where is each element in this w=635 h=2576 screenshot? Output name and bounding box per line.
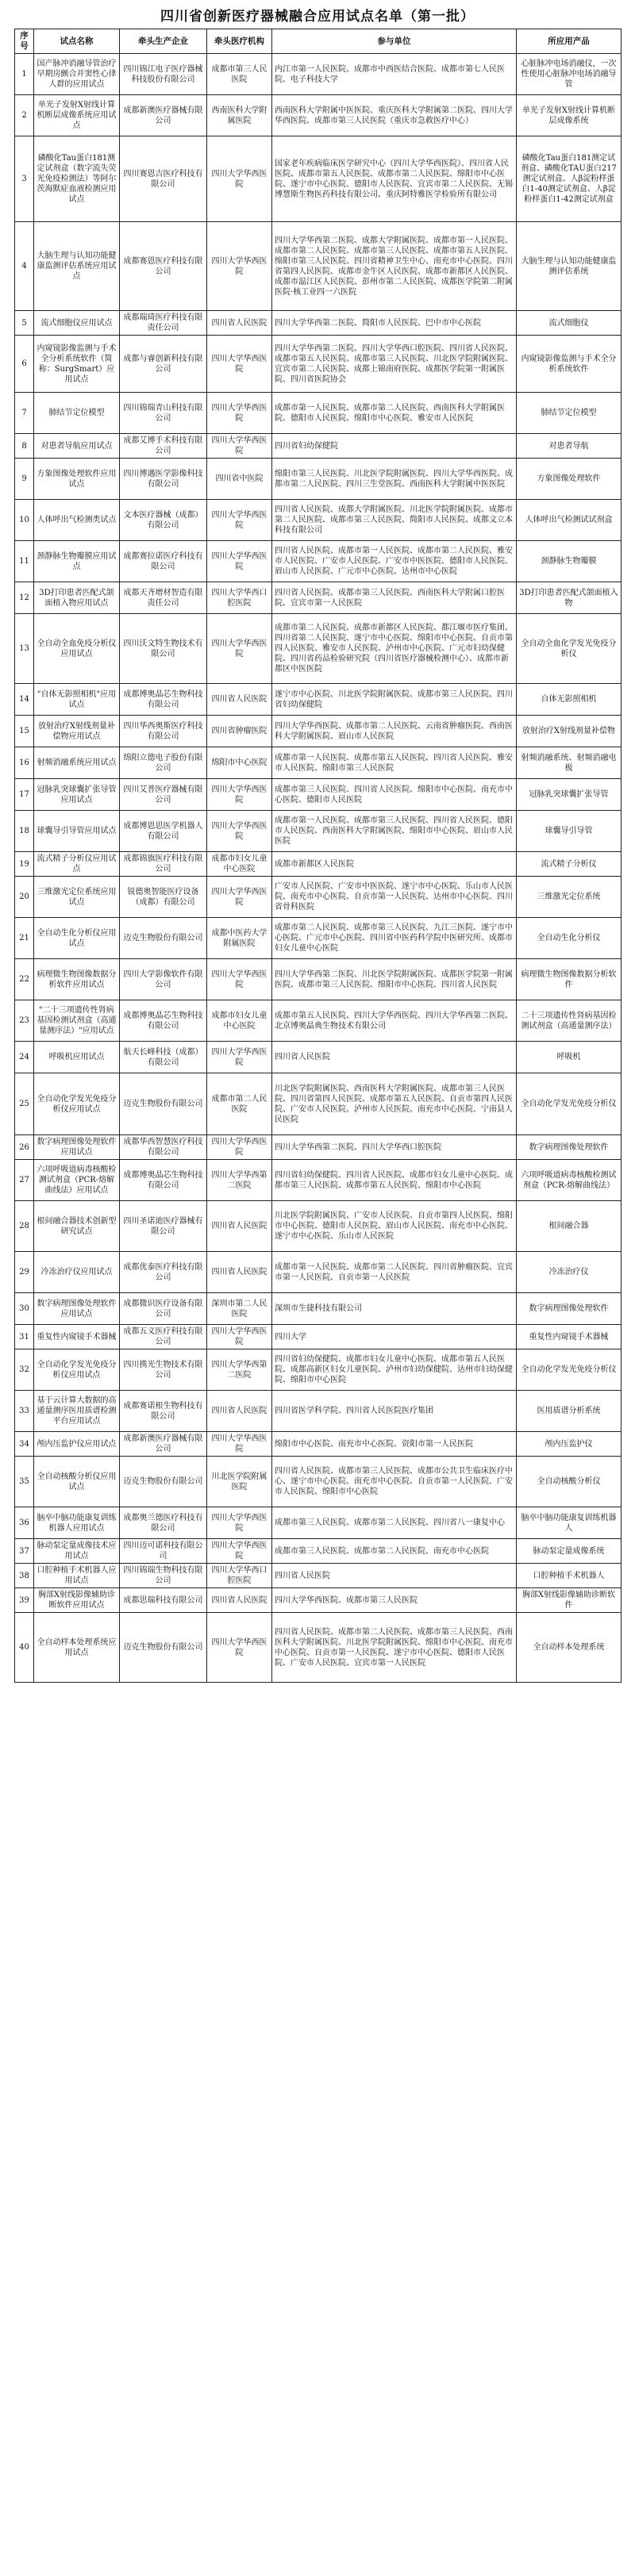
cell-lead-hospital: 四川省肿瘤医院: [207, 716, 272, 747]
cell-product: 大脑生理与认知功能健康监测评估系统: [517, 222, 622, 311]
cell-lead-company: 迈克生物股份有限公司: [120, 1613, 207, 1683]
cell-lead-hospital: 四川大学华西医院: [207, 393, 272, 434]
cell-no: 20: [15, 877, 34, 918]
table-row: [15, 1432, 622, 1457]
cell-no: 39: [15, 1588, 34, 1613]
cell-lead-hospital: 四川省中医院: [207, 459, 272, 500]
cell-lead-company: 四川圣诺迪医疗器械有限公司: [120, 1201, 207, 1252]
cell-lead-company: 成都赛恩医疗科技有限公司: [120, 222, 207, 311]
table-row: [15, 434, 622, 459]
cell-lead-company: 成都思瑞科技有限公司: [120, 1588, 207, 1613]
cell-product: 数字病理图像处理软件: [517, 1293, 622, 1325]
table-row: [15, 1201, 622, 1252]
cell-product: 流式精子分析仪: [517, 852, 622, 877]
cell-partners: 四川省人民医院: [272, 1564, 517, 1588]
cell-product: 全自动生化分析仪: [517, 918, 622, 959]
cell-no: 6: [15, 336, 34, 393]
table-row: [15, 614, 622, 684]
cell-product: 口腔种植手术机器人: [517, 1564, 622, 1588]
cell-no: 37: [15, 1539, 34, 1564]
cell-product: 医用质谱分析系统: [517, 1391, 622, 1432]
table-row: [15, 1042, 622, 1073]
cell-lead-hospital: 四川省人民医院: [207, 1201, 272, 1252]
table-row: [15, 779, 622, 811]
cell-no: 22: [15, 959, 34, 1000]
table-row: [15, 1325, 622, 1349]
cell-no: 3: [15, 136, 34, 222]
cell-lead-company: 成都博奥晶芯生物科技有限公司: [120, 1160, 207, 1201]
cell-lead-company: 成都微识医疗设备有限公司: [120, 1293, 207, 1325]
cell-pilot-name: 口腔种植手术机器人应用试点: [34, 1564, 120, 1588]
cell-no: 30: [15, 1293, 34, 1325]
cell-partners: 四川省人民医院、成都大学附属医院、川北医学院附属医院、成都市第二人民医院、成都市第三人民医院、简阳市人民医院、成都文立本科技有限公司: [272, 500, 517, 541]
cell-lead-hospital: 四川大学华西医院: [207, 959, 272, 1000]
cell-product: 全自动化学发光免疫分析仪: [517, 1349, 622, 1391]
cell-pilot-name: 颈静脉生物瓣膜应用试点: [34, 541, 120, 582]
cell-no: 13: [15, 614, 34, 684]
cell-lead-hospital: 四川大学华西医院: [207, 1432, 272, 1457]
cell-product: 脉动泵定量成像系统: [517, 1539, 622, 1564]
cell-partners: 成都市第三人民医院、四川省人民医院、绵阳市中心医院、南充市中心医院、德阳市人民医院: [272, 779, 517, 811]
cell-lead-company: 成都瑞琦医疗科技有限责任公司: [120, 311, 207, 336]
table-row: [15, 311, 622, 336]
cell-no: 15: [15, 716, 34, 747]
cell-no: 19: [15, 852, 34, 877]
cell-lead-hospital: 四川大学华西医院: [207, 136, 272, 222]
cell-no: 24: [15, 1042, 34, 1073]
cell-pilot-name: 内窥镜影像监测与手术全分析系统软件（简称：SurgSmart）应用试点: [34, 336, 120, 393]
cell-pilot-name: 基于云计算大数据的高通量测序医用质谱检测平台应用试点: [34, 1391, 120, 1432]
cell-partners: 四川省人民医院、成都市第二人民医院、成都市第三人民医院、西南医科大学附属医院、川北医学院附属医院、绵阳市中心医院、南充市中心医院、自贡市第一人民医院、遂宁市中心医院、德阳市人民医院、广安市人民医院、宜宾市第一人民医院: [272, 1613, 517, 1683]
cell-lead-company: 成都新澳医疗器械有限公司: [120, 95, 207, 136]
cell-pilot-name: 全自动生化分析仪应用试点: [34, 918, 120, 959]
cell-partners: 绵阳市中心医院、南充市中心医院、资阳市第一人民医院: [272, 1432, 517, 1457]
cell-lead-company: 成都博奥晶芯生物科技有限公司: [120, 684, 207, 716]
cell-product: 流式细胞仪: [517, 311, 622, 336]
cell-no: 12: [15, 582, 34, 614]
cell-pilot-name: 流式细胞仪应用试点: [34, 311, 120, 336]
cell-no: 9: [15, 459, 34, 500]
table-row: [15, 1588, 622, 1613]
table-row: [15, 136, 622, 222]
cell-no: 7: [15, 393, 34, 434]
cell-partners: 川北医学院附属医院、西南医科大学附属医院、成都市第三人民医院、四川省第四人民医院、成都市第五人民医院、自贡市第四人民医院、广安市人民医院、泸州市人民医院、南充市中心医院、宁南县人民医院: [272, 1073, 517, 1135]
table-row: [15, 1293, 622, 1325]
cell-no: 32: [15, 1349, 34, 1391]
cell-product: 呼吸机: [517, 1042, 622, 1073]
cell-partners: 四川大学华西第二医院、川北医学院附属医院、成都医学院第一附属医院、成都市第三人民医院、绵阳市中心医院、四川省人民医院: [272, 959, 517, 1000]
cell-pilot-name: 颅内压监护仪应用试点: [34, 1432, 120, 1457]
cell-product: 单光子发射X射线计算机断层成像系统: [517, 95, 622, 136]
cell-lead-company: 锐德奥智能医疗设备（成都）有限公司: [120, 877, 207, 918]
cell-no: 14: [15, 684, 34, 716]
cell-lead-hospital: 四川大学华西医院: [207, 222, 272, 311]
table-row: [15, 747, 622, 779]
cell-lead-hospital: 四川大学华西医院: [207, 434, 272, 459]
table-row: [15, 1507, 622, 1539]
cell-lead-company: 四川华西奥斯医疗科技有限公司: [120, 716, 207, 747]
header-no: 序号: [15, 29, 34, 54]
header-product: 所应用产品: [517, 29, 622, 54]
cell-product: 磷酸化Tau蛋白181测定试剂盒、磷酸化TAU蛋白217测定试剂盒、人β淀粉样蛋白1-40测定试剂盒、人β淀粉样蛋白1-42测定试剂盒: [517, 136, 622, 222]
table-row: [15, 811, 622, 852]
cell-pilot-name: 全自动化学发光免疫分析仪应用试点: [34, 1073, 120, 1135]
cell-lead-company: 迈克生物股份有限公司: [120, 918, 207, 959]
cell-lead-hospital: 成都市妇女儿童中心医院: [207, 852, 272, 877]
cell-partners: 遂宁市中心医院、川北医学院附属医院、成都市第三人民医院、四川省妇幼保健院: [272, 684, 517, 716]
cell-product: 全自动核酸分析仪: [517, 1457, 622, 1507]
cell-lead-company: 四川迈可诺科技有限公司: [120, 1539, 207, 1564]
table-row: [15, 852, 622, 877]
cell-partners: 四川大学华西医院、成都市第三人民医院: [272, 1588, 517, 1613]
table-row: [15, 1073, 622, 1135]
cell-no: 29: [15, 1252, 34, 1293]
cell-no: 35: [15, 1457, 34, 1507]
cell-lead-hospital: 成都市妇女儿童中心医院: [207, 1000, 272, 1042]
header-company: 牵头生产企业: [120, 29, 207, 54]
cell-partners: 四川大学华西第二医院、成都大学附属医院、成都市第一人民医院、成都市第二人民医院、成都市第三人民医院、成都市第五人民医院、绵阳市第三人民医院、四川省精神卫生中心、南充市中心医院、四川省第四人民医院、成都市金牛区人民医院、成都市新都区人民医院、成都市温江区人民医院、彭州市第二人民医院、成都医学院第二附属医院·核工业四一六医院: [272, 222, 517, 311]
cell-lead-company: 成都赛拉诺医疗科技有限公司: [120, 541, 207, 582]
cell-pilot-name: 脉动泵定量成像技术应用试点: [34, 1539, 120, 1564]
cell-no: 27: [15, 1160, 34, 1201]
cell-no: 31: [15, 1325, 34, 1349]
cell-lead-hospital: 四川大学华西医院: [207, 1325, 272, 1349]
cell-lead-company: 成都与睿创新科技有限公司: [120, 336, 207, 393]
cell-lead-company: 迈克生物股份有限公司: [120, 1457, 207, 1507]
cell-lead-company: 航天长峰科技（成都）有限公司: [120, 1042, 207, 1073]
table-row: [15, 918, 622, 959]
cell-no: 8: [15, 434, 34, 459]
table-row: [15, 877, 622, 918]
cell-pilot-name: 病理微生物图像数据分析软件应用试点: [34, 959, 120, 1000]
cell-lead-hospital: 成都中医药大学附属医院: [207, 918, 272, 959]
cell-partners: 国家老年疾病临床医学研究中心（四川大学华西医院）、四川省人民医院、成都市第五人民医院、成都市第二人民医院、绵阳市中心医院、遂宁市中心医院、德阳市人民医院、宜宾市第二人民医院、无锡博慧斯生物医药科技有限公司、重庆阿特雅医学检验所有限公司: [272, 136, 517, 222]
table-header-row: [15, 29, 622, 54]
cell-pilot-name: 全自动化学发光免疫分析仪应用试点: [34, 1349, 120, 1391]
cell-product: 3D打印患者匹配式颌面植入物: [517, 582, 622, 614]
table-row: [15, 684, 622, 716]
cell-lead-company: 成都奥兰德医疗科技有限公司: [120, 1507, 207, 1539]
cell-no: 5: [15, 311, 34, 336]
cell-lead-company: 四川沃文特生物技术有限公司: [120, 614, 207, 684]
cell-pilot-name: 对患者导航应用试点: [34, 434, 120, 459]
cell-pilot-name: 根间融合器技术创新型研究试点: [34, 1201, 120, 1252]
cell-product: 全自动化学发光免疫分析仪: [517, 1073, 622, 1135]
cell-lead-company: 四川大学影像软件有限公司: [120, 959, 207, 1000]
cell-pilot-name: 三维激光定位系统应用试点: [34, 877, 120, 918]
cell-product: 对患者导航: [517, 434, 622, 459]
cell-lead-company: 四川赛恩吉医疗科技有限公司: [120, 136, 207, 222]
cell-pilot-name: 冷冻治疗仪应用试点: [34, 1252, 120, 1293]
cell-lead-hospital: 深圳市第二人民医院: [207, 1293, 272, 1325]
cell-product: 根间融合器: [517, 1201, 622, 1252]
cell-partners: 成都市第二人民医院、成都市新都区人民医院、都江堰市医疗集团、四川省第二人民医院、遂宁市中心医院、绵阳市中心医院、自贡市第四人民医院、雅安市人民医院、泸州市中心医院、广元市妇幼保健院、四川省药品检验研究院（四川省医疗器械检测中心）、成都市新都区中医医院: [272, 614, 517, 684]
table-row: [15, 1252, 622, 1293]
table-row: [15, 459, 622, 500]
cell-product: 病理微生物图像数据分析软件: [517, 959, 622, 1000]
cell-pilot-name: 呼吸机应用试点: [34, 1042, 120, 1073]
cell-product: 全自动全血化学发光免疫分析仪: [517, 614, 622, 684]
table-row: [15, 1000, 622, 1042]
cell-lead-hospital: 四川省人民医院: [207, 684, 272, 716]
cell-lead-hospital: 四川省人民医院: [207, 1391, 272, 1432]
cell-lead-hospital: 四川大学华西医院: [207, 811, 272, 852]
cell-product: 全自动样本处理系统: [517, 1613, 622, 1683]
cell-pilot-name: 重复性内窥镜手术器械: [34, 1325, 120, 1349]
cell-partners: 四川大学华西第二医院、四川大学华西口腔医院: [272, 1135, 517, 1160]
cell-lead-company: 成都五义医疗科技有限公司: [120, 1325, 207, 1349]
cell-lead-hospital: 四川大学华西医院: [207, 1042, 272, 1073]
cell-lead-company: 成都天齐增材智造有限责任公司: [120, 582, 207, 614]
cell-partners: 四川大学: [272, 1325, 517, 1349]
cell-pilot-name: 冠脉乳突球囊扩张导管应用试点: [34, 779, 120, 811]
cell-lead-company: 成都锦旗医疗科技有限公司: [120, 852, 207, 877]
cell-pilot-name: 方象图像处理软件应用试点: [34, 459, 120, 500]
cell-lead-hospital: 四川大学华西医院: [207, 500, 272, 541]
cell-pilot-name: "自体无影照相机"应用试点: [34, 684, 120, 716]
cell-lead-hospital: 四川大学华西医院: [207, 877, 272, 918]
cell-product: 放射治疗X射线剂量补偿物: [517, 716, 622, 747]
cell-pilot-name: 数字病理图像处理软件应用试点: [34, 1293, 120, 1325]
cell-lead-company: 四川锦瑞生物科技有限公司: [120, 1564, 207, 1588]
table-row: [15, 1349, 622, 1391]
cell-lead-hospital: 成都市第二人民医院: [207, 1073, 272, 1135]
cell-partners: 四川大学华西第二医院、简阳市人民医院、巴中市中心医院: [272, 311, 517, 336]
cell-pilot-name: 人体呼出气检测类试点: [34, 500, 120, 541]
cell-no: 10: [15, 500, 34, 541]
cell-partners: 成都市新都区人民医院: [272, 852, 517, 877]
cell-no: 4: [15, 222, 34, 311]
cell-lead-company: 成都新澳医疗器械有限公司: [120, 1432, 207, 1457]
cell-partners: 四川省妇幼保健院: [272, 434, 517, 459]
cell-lead-hospital: 西南医科大学附属医院: [207, 95, 272, 136]
cell-product: 内窥镜影像监测与手术全分析系统软件: [517, 336, 622, 393]
cell-pilot-name: 磷酸化Tau蛋白181测定试剂盒（数字流失荧光免疫检测法）等阿尔茨海默症血液检测应用试点: [34, 136, 120, 222]
cell-partners: 深圳市生捷科技有限公司: [272, 1293, 517, 1325]
cell-product: 六项呼吸道病毒核酸检测试剂盒（PCR-熔解曲线法）: [517, 1160, 622, 1201]
cell-no: 36: [15, 1507, 34, 1539]
header-name: 试点名称: [34, 29, 120, 54]
cell-no: 18: [15, 811, 34, 852]
cell-no: 26: [15, 1135, 34, 1160]
table-row: [15, 1160, 622, 1201]
table-row: [15, 1391, 622, 1432]
cell-partners: 四川省人民医院、成都市第三人民医院、西南医科大学附属口腔医院、宜宾市第一人民医院: [272, 582, 517, 614]
cell-pilot-name: 单光子发射X射线计算机断层成像系统应用试点: [34, 95, 120, 136]
cell-no: 16: [15, 747, 34, 779]
cell-product: 冠脉乳突球囊扩张导管: [517, 779, 622, 811]
cell-pilot-name: 流式精子分析仪应用试点: [34, 852, 120, 877]
cell-partners: 四川省医学科学院、四川省人民医院医疗集团: [272, 1391, 517, 1432]
cell-product: 数字病理图像处理软件: [517, 1135, 622, 1160]
table-row: [15, 1613, 622, 1683]
cell-partners: 四川省人民医院、成都市第一人民医院、成都市第二人民医院、雅安市人民医院、广安市人民医院、广安市中医医院、德阳市人民医院、眉山市人民医院、广元市中心医院、达州市中心医院: [272, 541, 517, 582]
cell-lead-company: 成都赛诺根生物科技有限公司: [120, 1391, 207, 1432]
cell-partners: 四川省妇幼保健院、四川省人民医院、成都市妇女儿童中心医院、成都市第三人民医院、成都市第五人民医院、绵阳市中心医院: [272, 1160, 517, 1201]
cell-pilot-name: 全自动样本处理系统应用试点: [34, 1613, 120, 1683]
cell-lead-company: 成都优泰医疗科技有限公司: [120, 1252, 207, 1293]
cell-pilot-name: 肺结节定位模型: [34, 393, 120, 434]
cell-lead-company: 四川锦瑞青山科技有限公司: [120, 393, 207, 434]
cell-lead-company: 成都艾博手术科技有限公司: [120, 434, 207, 459]
cell-no: 38: [15, 1564, 34, 1588]
cell-product: 球囊导引导管: [517, 811, 622, 852]
cell-product: 二十三项遗传性肾病基因检测试剂盒（高通量测序法）: [517, 1000, 622, 1042]
cell-no: 28: [15, 1201, 34, 1252]
table-row: [15, 541, 622, 582]
cell-lead-company: 四川携光生物技术有限公司: [120, 1349, 207, 1391]
cell-partners: 绵阳市第三人民医院、川北医学院附属医院、四川大学华西医院、成都市第二人民医院、四川三生堂医院、西南医科大学附属中医医院: [272, 459, 517, 500]
cell-product: 颈静脉生物瓣膜: [517, 541, 622, 582]
cell-product: 三维激光定位系统: [517, 877, 622, 918]
cell-product: 自体无影照相机: [517, 684, 622, 716]
cell-product: 颅内压监护仪: [517, 1432, 622, 1457]
table-row: [15, 54, 622, 95]
cell-partners: 成都市第五人民医院、四川大学华西医院、四川大学华西第二医院、北京博奥晶典生物技术有限公司: [272, 1000, 517, 1042]
cell-pilot-name: 3D打印患者匹配式颌面植入物应用试点: [34, 582, 120, 614]
cell-pilot-name: 胸部X射线影像辅助诊断软件应用试点: [34, 1588, 120, 1613]
table-row: [15, 716, 622, 747]
table-body: [15, 54, 622, 1683]
cell-partners: 四川大学华西第二医院、四川大学华西口腔医院、四川省人民医院、成都市第五人民医院、成都市第三人民医院、川北医学院附属医院、宜宾市第二人民医院、成都上锦南府医院、成都医学院第一附属医院、四川省医院协会: [272, 336, 517, 393]
cell-product: 射频消融系统、射频消融电极: [517, 747, 622, 779]
page-title: 四川省创新医疗器械融合应用试点名单（第一批）: [160, 9, 475, 25]
cell-partners: 成都市第二人民医院、成都市第三人民医院、九江三医院、遂宁市中心医院、广元市中心医院、四川省中医药科学院中医研究所、成都市妇女儿童中心医院: [272, 918, 517, 959]
cell-lead-hospital: 四川大学华西医院: [207, 336, 272, 393]
cell-no: 33: [15, 1391, 34, 1432]
cell-lead-hospital: 四川省人民医院: [207, 1588, 272, 1613]
cell-lead-company: 四川锦江电子医疗器械科技股份有限公司: [120, 54, 207, 95]
cell-lead-hospital: 四川大学华西医院: [207, 541, 272, 582]
cell-lead-company: 成都华西智慧医疗科技有限公司: [120, 1135, 207, 1160]
cell-product: 方象图像处理软件: [517, 459, 622, 500]
cell-lead-company: 成都博奥晶芯生物科技有限公司: [120, 1000, 207, 1042]
cell-partners: 四川省人民医院: [272, 1042, 517, 1073]
cell-lead-hospital: 成都市第三人民医院: [207, 54, 272, 95]
cell-lead-company: 绵阳立德电子股份有限公司: [120, 747, 207, 779]
cell-partners: 广安市人民医院、广安市中医医院、遂宁市中心医院、乐山市人民医院、南充市中心医院、自贡市第一人民医院、达州市中心医院、四川省骨科医院: [272, 877, 517, 918]
header-hospital: 牵头医疗机构: [207, 29, 272, 54]
cell-pilot-name: 球囊导引导管应用试点: [34, 811, 120, 852]
cell-pilot-name: 脑卒中脑功能康复训练机器人应用试点: [34, 1507, 120, 1539]
cell-lead-hospital: 四川大学华西医院: [207, 1539, 272, 1564]
cell-partners: 四川大学华西医院、成都市第二人民医院、云南省肿瘤医院、西南医科大学附属医院、眉山市人民医院: [272, 716, 517, 747]
cell-product: 肺结节定位模型: [517, 393, 622, 434]
cell-partners: 川北医学院附属医院、广安市人民医院、自贡市第四人民医院、绵阳市中心医院、德阳市人民医院、眉山市人民医院、南充市中心医院、遂宁市中心医院、乐山市人民医院: [272, 1201, 517, 1252]
cell-product: 冷冻治疗仪: [517, 1252, 622, 1293]
cell-lead-company: 迈克生物股份有限公司: [120, 1073, 207, 1135]
cell-no: 34: [15, 1432, 34, 1457]
table-row: [15, 393, 622, 434]
cell-lead-company: 文本医疗器械（成都）有限公司: [120, 500, 207, 541]
cell-lead-company: 成都博恩思医学机器人有限公司: [120, 811, 207, 852]
cell-product: 人体呼出气检测试试剂盒: [517, 500, 622, 541]
table-row: [15, 500, 622, 541]
cell-lead-hospital: 四川省人民医院: [207, 311, 272, 336]
cell-lead-company: 四川艾普医疗器械有限公司: [120, 779, 207, 811]
cell-no: 23: [15, 1000, 34, 1042]
cell-partners: 成都市第一人民医院、成都市第二人民医院、四川省肿瘤医院、宜宾市第一人民医院、自贡市第一人民医院: [272, 1252, 517, 1293]
cell-lead-hospital: 四川大学华西口腔医院: [207, 582, 272, 614]
pilot-list-table: [14, 29, 622, 1683]
table-row: [15, 582, 622, 614]
cell-no: 40: [15, 1613, 34, 1683]
cell-lead-hospital: 四川大学华西医院: [207, 1507, 272, 1539]
cell-lead-hospital: 四川大学华西医院: [207, 1135, 272, 1160]
table-row: [15, 1539, 622, 1564]
cell-product: 脑卒中脑功能康复训练机器人: [517, 1507, 622, 1539]
cell-no: 2: [15, 95, 34, 136]
header-partners: 参与单位: [272, 29, 517, 54]
cell-partners: 成都市第一人民医院、成都市第二人民医院、西南医科大学附属医院、德阳市人民医院、绵阳市中心医院、雅安市人民医院: [272, 393, 517, 434]
table-row: [15, 1564, 622, 1588]
cell-lead-company: 四川博遇医学影像科技有限公司: [120, 459, 207, 500]
cell-lead-hospital: 四川大学华西医院: [207, 614, 272, 684]
cell-product: 重复性内窥镜手术器械: [517, 1325, 622, 1349]
cell-lead-hospital: 四川大学华西医院: [207, 779, 272, 811]
cell-pilot-name: "二十三项遗传性肾病基因检测试剂盒（高通量测序法）"应用试点: [34, 1000, 120, 1042]
cell-lead-hospital: 四川大学华西第二医院: [207, 1160, 272, 1201]
cell-partners: 四川省人民医院、成都市第三人民医院、成都市公共卫生临床医疗中心、遂宁市中心医院、南充市中心医院、自贡市第一人民医院、广安市人民医院、绵阳市中心医院: [272, 1457, 517, 1507]
cell-partners: 成都市第一人民医院、成都市第三人民医院、四川省人民医院、德阳市人民医院、西南医科大学附属医院、绵阳市中心医院、眉山市人民医院: [272, 811, 517, 852]
cell-product: 胸部X射线影像辅助诊断软件: [517, 1588, 622, 1613]
cell-pilot-name: 射频消融系统应用试点: [34, 747, 120, 779]
cell-pilot-name: 六项呼吸道病毒核酸检测试剂盒（PCR-熔解曲线法）应用试点: [34, 1160, 120, 1201]
cell-lead-hospital: 四川大学华西第二医院: [207, 1349, 272, 1391]
cell-lead-hospital: 川北医学院附属医院: [207, 1457, 272, 1507]
cell-partners: 内江市第一人民医院、成都市中西医结合医院、成都市第七人民医院、电子科技大学: [272, 54, 517, 95]
cell-pilot-name: 放射治疗X射线剂量补偿物应用试点: [34, 716, 120, 747]
cell-partners: 四川省妇幼保健院、成都市妇女儿童中心医院、成都市第五人民医院、成都高新区妇女儿童医院、泸州市妇幼保健院、达州市妇幼保健院、绵阳市中心医院: [272, 1349, 517, 1391]
table-row: [15, 336, 622, 393]
cell-no: 17: [15, 779, 34, 811]
table-row: [15, 959, 622, 1000]
cell-no: 25: [15, 1073, 34, 1135]
table-row: [15, 1457, 622, 1507]
cell-pilot-name: 大脑生理与认知功能健康监测评估系统应用试点: [34, 222, 120, 311]
cell-partners: 西南医科大学附属中医医院、重庆医科大学附属第二医院、四川大学华西医院、成都市第三人民医院（重庆市急救医疗中心）: [272, 95, 517, 136]
cell-pilot-name: 全自动核酸分析仪应用试点: [34, 1457, 120, 1507]
cell-partners: 成都市第三人民医院、成都市第二人民医院、四川省八一康复中心: [272, 1507, 517, 1539]
cell-lead-hospital: 四川大学华西口腔医院: [207, 1564, 272, 1588]
table-row: [15, 95, 622, 136]
cell-product: 心脏脉冲电场消融仪，一次性使用心脏脉冲电场消融导管: [517, 54, 622, 95]
cell-partners: 成都市第一人民医院、成都市第五人民医院、四川省人民医院、雅安市人民医院、绵阳市第三人民医院: [272, 747, 517, 779]
cell-pilot-name: 国产脉冲消融导管治疗早期房颤合并窦性心律人群的应用试点: [34, 54, 120, 95]
cell-partners: 成都市第三人民医院、成都市第二人民医院、南充市中心医院: [272, 1539, 517, 1564]
cell-no: 1: [15, 54, 34, 95]
cell-no: 21: [15, 918, 34, 959]
table-row: [15, 1135, 622, 1160]
cell-no: 11: [15, 541, 34, 582]
cell-pilot-name: 全自动全血免疫分析仪应用试点: [34, 614, 120, 684]
cell-pilot-name: 数字病理图像处理软件应用试点: [34, 1135, 120, 1160]
cell-lead-hospital: 四川省人民医院: [207, 1252, 272, 1293]
cell-lead-hospital: 绵阳市中心医院: [207, 747, 272, 779]
cell-lead-hospital: 四川大学华西医院: [207, 1613, 272, 1683]
table-row: [15, 222, 622, 311]
